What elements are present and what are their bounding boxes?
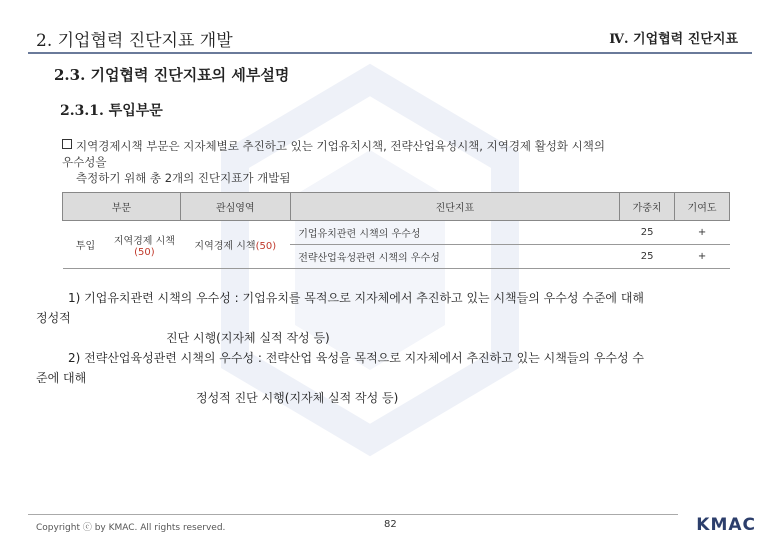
header-indicator: 진단지표 (290, 193, 619, 221)
cell-contribution-2: + (675, 245, 730, 269)
cell-weight-1: 25 (620, 221, 675, 245)
cell-indicator-1: 기업유치관련 시책의 우수성 (290, 221, 619, 245)
note-2-line-3: 정성적 진단 시행(지자체 실적 작성 등) (196, 391, 399, 405)
note-2-line-1: 2) 전략산업육성관련 시책의 우수성 : 전략산업 육성을 목적으로 지자체에서 추진하고 있는 시책들의 우수성 수 (68, 351, 644, 365)
intro-line-1: 지역경제시책 부문은 지자체별로 추진하고 있는 기업유치시책, 전략산업육성시책, 지역경제 활성화 시책의 (76, 139, 606, 153)
header-section: Ⅳ. 기업협력 진단지표 (609, 32, 738, 47)
header-contribution: 기여도 (675, 193, 730, 221)
area-score: (50) (255, 241, 277, 252)
subsection-title: 2.3.1. 투입부문 (60, 103, 163, 119)
cell-weight-2: 25 (620, 245, 675, 269)
section-title: 2.3. 기업협력 진단지표의 세부설명 (54, 66, 290, 84)
cell-sector: 투입 (63, 221, 109, 269)
indicator-table (62, 192, 730, 269)
cell-contribution-1: + (675, 221, 730, 245)
policy-name: 지역경제 시책 (113, 235, 175, 247)
cell-indicator-2: 전략산업육성관련 시책의 우수성 (290, 245, 619, 269)
copyright: Copyright ⓒ by KMAC. All rights reserved. (36, 523, 226, 533)
table-header-row (63, 193, 730, 221)
checkbox-bullet-icon (62, 139, 72, 149)
note-1-line-3: 진단 시행(지자체 실적 작성 등) (166, 331, 330, 345)
notes (36, 288, 748, 408)
footer-divider (28, 514, 678, 515)
note-1-line-2: 정성적 (36, 311, 71, 325)
intro-line-2: 우수성을 (62, 155, 107, 169)
table-row (63, 221, 730, 245)
note-2-line-2: 준에 대해 (36, 371, 87, 385)
area-name: 지역경제 시책 (194, 241, 256, 252)
note-1-line-1: 1) 기업유치관련 시책의 우수성 : 기업유치를 목적으로 지자체에서 추진하고 있는 시책들의 우수성 수준에 대해 (68, 291, 644, 305)
kmac-logo: KMAC (696, 515, 756, 535)
header-sector: 부문 (63, 193, 181, 221)
header-area: 관심영역 (180, 193, 290, 221)
header-weight: 가중치 (620, 193, 675, 221)
intro-line-3: 측정하기 위해 총 2개의 진단지표가 개발됨 (76, 171, 291, 185)
header-chapter: 2. 기업협력 진단지표 개발 (36, 31, 233, 51)
intro-text (62, 138, 742, 186)
policy-score: (50) (134, 246, 155, 258)
cell-area (180, 221, 290, 269)
cell-policy (108, 221, 180, 269)
page-number: 82 (384, 519, 397, 530)
header-divider (28, 52, 752, 54)
